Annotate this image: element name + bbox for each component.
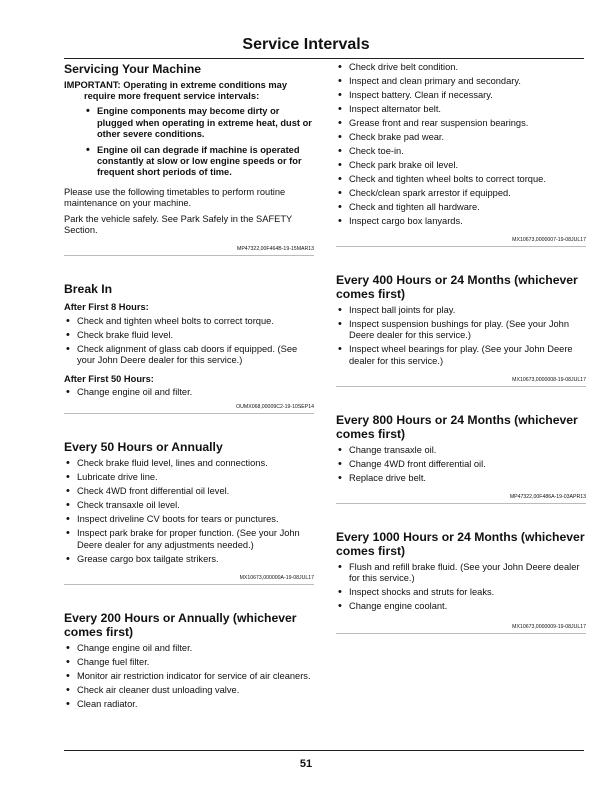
left-column — [64, 62, 314, 713]
eight-hundred-hours-list — [336, 445, 586, 484]
list-item: • Change fuel filter. — [64, 657, 314, 668]
important-notice — [64, 80, 314, 102]
list-item: • Change engine oil and filter. — [64, 643, 314, 654]
list-item: • Check and tighten all hardware. — [336, 202, 586, 213]
thousand-hours-section — [336, 530, 586, 634]
break-in-heading: Break In — [64, 282, 113, 297]
reference-code: OUMX068,00009C2-19-10SEP14 — [236, 404, 314, 411]
list-item: • Check 4WD front differential oil level. — [64, 486, 314, 497]
list-item: • Change engine coolant. — [336, 601, 586, 612]
list-item: • Flush and refill brake fluid. (See your John Deere dealer for this service.) — [336, 562, 586, 584]
page-number: 51 — [299, 758, 313, 770]
list-item: • Check/clean spark arrestor if equipped. — [336, 188, 586, 199]
timetable-paragraph: Please use the following timetables to perform routine maintenance on your machine. — [64, 186, 286, 208]
eight-hundred-hours-section — [336, 413, 586, 504]
right-column — [336, 62, 586, 634]
list-item: • Check brake pad wear. — [336, 132, 586, 143]
break-in-list-8 — [64, 316, 314, 366]
list-item: • Inspect shocks and struts for leaks. — [336, 587, 586, 598]
reference-code: MP47322,00F464B-19-15MAR13 — [237, 246, 314, 253]
eight-hundred-hours-heading: Every 800 Hours or 24 Months (whichever comes first) — [336, 412, 578, 441]
footer-rule — [64, 750, 584, 751]
reference-code: MP47322,00F486A-19-03APR13 — [509, 494, 586, 501]
list-item: • Check brake fluid level. — [64, 330, 314, 341]
four-hundred-hours-heading: Every 400 Hours or 24 Months (whichever comes first) — [336, 273, 578, 302]
list-item: • Check and tighten wheel bolts to correct torque. — [64, 316, 314, 327]
four-hundred-hours-list — [336, 305, 586, 367]
important-line-1: IMPORTANT: Operating in extreme conditions may — [64, 80, 287, 90]
important-bullets — [84, 106, 314, 178]
list-item: • Inspect alternator belt. — [336, 104, 586, 115]
reference-code: MX10673,0000008-19-08JUL17 — [512, 376, 586, 383]
list-item: • Change transaxle oil. — [336, 445, 586, 456]
reference-code: MX10673,0000007-19-08JUL17 — [512, 237, 586, 244]
list-item: • Inspect wheel bearings for play. (See your John Deere dealer for this service.) — [336, 344, 586, 366]
reference-code: MX10673,0000009-19-08JUL17 — [512, 624, 586, 631]
two-hundred-hours-heading: Every 200 Hours or Annually (whichever comes first) — [64, 610, 297, 639]
list-item: • Check drive belt condition. — [336, 62, 586, 73]
list-item: • Replace drive belt. — [336, 473, 586, 484]
break-in-subheading-8: After First 8 Hours: — [64, 302, 149, 313]
list-item: • Check transaxle oil level. — [64, 500, 314, 511]
list-item: • Check park brake oil level. — [336, 160, 586, 171]
break-in-subheading-50: After First 50 Hours: — [64, 374, 154, 385]
header-rule — [64, 58, 584, 59]
thousand-hours-list — [336, 562, 586, 612]
two-hundred-continued-list — [336, 62, 586, 227]
list-item: • Engine oil can degrade if machine is operated constantly at slow or low engine speeds or for frequent short periods of time. — [84, 145, 314, 179]
list-item: • Inspect battery. Clean if necessary. — [336, 90, 586, 101]
break-in-section — [64, 282, 314, 414]
list-item: • Lubricate drive line. — [64, 472, 314, 483]
list-item: • Inspect suspension bushings for play. (See your John Deere dealer for this service.) — [336, 319, 586, 341]
two-hundred-hours-section — [64, 611, 314, 710]
list-item: • Grease front and rear suspension bearings. — [336, 118, 586, 129]
list-item: • Check and tighten wheel bolts to correct torque. — [336, 174, 586, 185]
list-item: • Clean radiator. — [64, 699, 314, 710]
list-item: • Check air cleaner dust unloading valve. — [64, 685, 314, 696]
two-hundred-continued-section — [336, 62, 586, 247]
important-line-2: require more frequent service intervals: — [84, 91, 260, 102]
fifty-hours-list — [64, 458, 314, 564]
page-title: Service Intervals — [242, 36, 370, 53]
list-item: • Change 4WD front differential oil. — [336, 459, 586, 470]
break-in-list-50 — [64, 387, 314, 398]
list-item: • Grease cargo box tailgate strikers. — [64, 554, 314, 565]
list-item: • Check toe-in. — [336, 146, 586, 157]
list-item: • Monitor air restriction indicator for service of air cleaners. — [64, 671, 314, 682]
reference-code: MX10673,000000A-19-08JUL17 — [239, 574, 314, 581]
list-item: • Engine components may become dirty or plugged when operating in extreme heat, dust or other severe conditions. — [84, 106, 314, 140]
thousand-hours-heading: Every 1000 Hours or 24 Months (whichever comes first) — [336, 530, 585, 559]
fifty-hours-section — [64, 440, 314, 584]
four-hundred-hours-section — [336, 273, 586, 387]
list-item: • Inspect ball joints for play. — [336, 305, 586, 316]
list-item: • Inspect cargo box lanyards. — [336, 216, 586, 227]
list-item: • Inspect driveline CV boots for tears or punctures. — [64, 514, 314, 525]
park-safely-paragraph: Park the vehicle safely. See Park Safely in the SAFETY Section. — [64, 214, 293, 236]
list-item: • Check alignment of glass cab doors if equipped. (See your John Deere dealer for this service.) — [64, 344, 314, 366]
two-hundred-hours-list — [64, 643, 314, 710]
list-item: • Inspect park brake for proper function. (See your John Deere dealer for any adjustments needed.) — [64, 528, 314, 550]
section-divider — [336, 633, 586, 634]
servicing-section — [64, 62, 314, 256]
fifty-hours-heading: Every 50 Hours or Annually — [64, 440, 223, 455]
list-item: • Change engine oil and filter. — [64, 387, 314, 398]
servicing-heading: Servicing Your Machine — [64, 62, 202, 76]
list-item: • Inspect and clean primary and secondary. — [336, 76, 586, 87]
list-item: • Check brake fluid level, lines and connections. — [64, 458, 314, 469]
